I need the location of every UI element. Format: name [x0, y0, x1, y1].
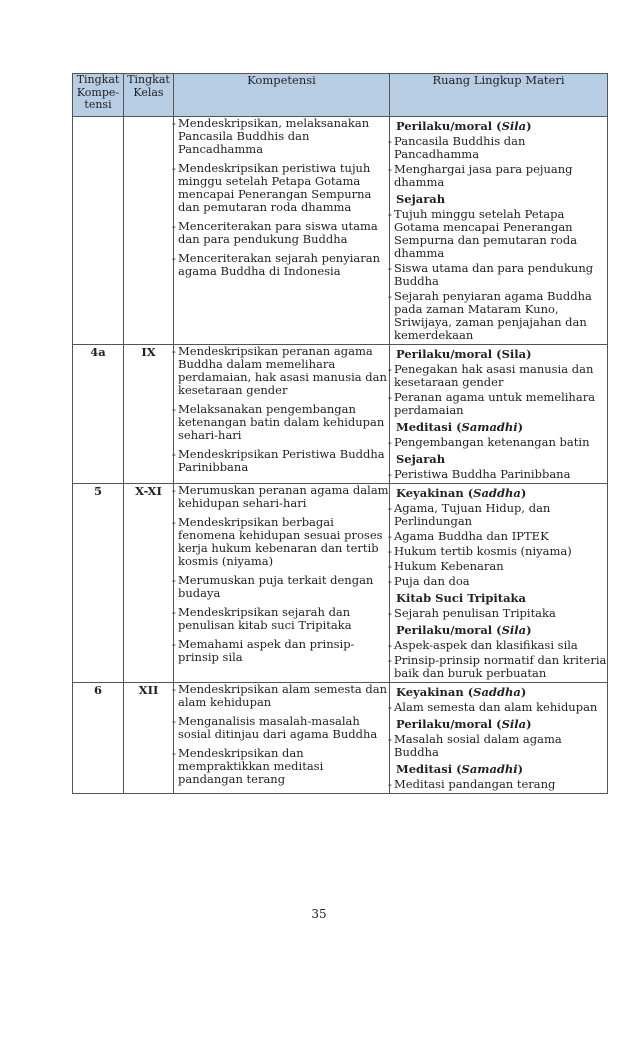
materi-heading-italic: Saddha: [473, 486, 521, 500]
materi-item: - Penegakan hak asasi manusia dan kesetaraan gender: [390, 363, 607, 389]
materi-item: - Prinsip-prinsip normatif dan kriteria baik dan buruk perbuatan: [390, 654, 607, 680]
tingkat-kelas-cell: XII: [124, 683, 174, 794]
tingkat-kelas-cell: IX: [124, 345, 174, 484]
materi-heading-italic: Sila: [501, 623, 527, 637]
materi-heading: [390, 348, 607, 361]
materi-heading-italic: Sila: [501, 119, 527, 133]
header-tingkat-kompetensi: Tingkat Kompe- tensi: [73, 74, 124, 117]
materi-heading-end: ): [517, 420, 524, 434]
materi-heading-end: ): [520, 486, 527, 500]
tingkat-kelas-cell: X-XI: [124, 484, 174, 683]
tingkat-kompetensi-cell: 6: [73, 683, 124, 794]
materi-heading-text: Sejarah: [396, 192, 446, 206]
tingkat-kompetensi-cell: 4a: [73, 345, 124, 484]
materi-heading-end: ): [526, 623, 532, 637]
materi-heading: [390, 624, 607, 637]
kompetensi-item: - Mendeskripsikan dan mempraktikkan meditasi pandangan terang: [174, 747, 389, 786]
materi-heading-text: Perilaku/moral (: [396, 623, 502, 637]
materi-heading: [390, 763, 607, 776]
kompetensi-item: - Memahami aspek dan prinsip-prinsip sila: [174, 638, 389, 664]
materi-heading-text: Sejarah: [396, 452, 446, 466]
materi-heading: [390, 718, 607, 731]
kompetensi-cell: [174, 117, 390, 345]
materi-heading-italic: Samadhi: [461, 762, 518, 776]
materi-item: - Masalah sosial dalam agama Buddha: [390, 733, 607, 759]
materi-heading-text: Keyakinan (: [396, 486, 474, 500]
tingkat-kelas-cell: [124, 117, 174, 345]
materi-item: - Sejarah penulisan Tripitaka: [390, 607, 607, 620]
materi-item: - Hukum Kebenaran: [390, 560, 607, 573]
kompetensi-item: - Merumuskan peranan agama dalam kehidupan sehari-hari: [174, 484, 389, 510]
kompetensi-item: - Mendeskripsikan peranan agama Buddha dalam memelihara perdamaian, hak asasi manusia dan kesetaraan gender: [174, 345, 389, 397]
materi-cell: [390, 117, 608, 345]
materi-item: - Puja dan doa: [390, 575, 607, 588]
materi-item: - Meditasi pandangan terang: [390, 778, 607, 791]
kompetensi-cell: [174, 345, 390, 484]
page-number: 35: [311, 907, 327, 921]
kompetensi-cell: [174, 683, 390, 794]
materi-item: - Menghargai jasa para pejuang dhamma: [390, 163, 607, 189]
materi-heading-italic: Sila: [501, 717, 527, 731]
kompetensi-item: - Menganalisis masalah-masalah sosial ditinjau dari agama Buddha: [174, 715, 389, 741]
materi-item: - Sejarah penyiaran agama Buddha pada zaman Mataram Kuno, Sriwijaya, zaman penjajahan dan kemerdekaan: [390, 290, 607, 342]
materi-heading-text: Perilaku/moral (: [396, 717, 502, 731]
kompetensi-item: - Melaksanakan pengembangan ketenangan batin dalam kehidupan sehari-hari: [174, 403, 389, 442]
materi-heading-text: Meditasi (: [396, 762, 462, 776]
materi-heading-end: ): [517, 762, 524, 776]
kompetensi-item: - Mendeskripsikan peristiwa tujuh minggu setelah Petapa Gotama mencapai Penerangan Sempurna dan pemutaran roda dhamma: [174, 162, 389, 214]
materi-item: - Agama Buddha dan IPTEK: [390, 530, 607, 543]
kompetensi-item: - Merumuskan puja terkait dengan budaya: [174, 574, 389, 600]
kompetensi-item: - Mendeskripsikan Peristiwa Buddha Parinibbana: [174, 448, 389, 474]
materi-cell: [390, 683, 608, 794]
table-row: [73, 683, 608, 794]
materi-heading: [390, 686, 607, 699]
materi-cell: [390, 484, 608, 683]
header-kompetensi: Kompetensi: [174, 74, 390, 117]
tingkat-kompetensi-cell: [73, 117, 124, 345]
materi-heading-end: ): [526, 717, 532, 731]
table-row: [73, 117, 608, 345]
materi-heading-italic: Saddha: [473, 685, 521, 699]
kompetensi-item: - Mendeskripsikan berbagai fenomena kehidupan sesuai proses kerja hukum kebenaran dan tertib kosmis (niyama): [174, 516, 389, 568]
materi-heading-text: Perilaku/moral (: [396, 119, 502, 133]
materi-item: - Pancasila Buddhis dan Pancadhamma: [390, 135, 607, 161]
materi-heading-end: ): [526, 119, 532, 133]
materi-item: - Pengembangan ketenangan batin: [390, 436, 607, 449]
materi-item: - Siswa utama dan para pendukung Buddha: [390, 262, 607, 288]
kompetensi-item: - Mendeskripsikan, melaksanakan Pancasila Buddhis dan Pancadhamma: [174, 117, 389, 156]
materi-item: - Tujuh minggu setelah Petapa Gotama mencapai Penerangan Sempurna dan pemutaran roda dhamma: [390, 208, 607, 260]
table-row: [73, 484, 608, 683]
materi-heading-end: ): [520, 685, 527, 699]
table-row: [73, 345, 608, 484]
kompetensi-item: - Menceriterakan sejarah penyiaran agama Buddha di Indonesia: [174, 252, 389, 278]
materi-item: - Peranan agama untuk memelihara perdamaian: [390, 391, 607, 417]
table-header: [73, 74, 608, 117]
materi-item: - Hukum tertib kosmis (niyama): [390, 545, 607, 558]
materi-heading: [390, 453, 607, 466]
kompetensi-item: - Mendeskripsikan alam semesta dan alam kehidupan: [174, 683, 389, 709]
table-body: [73, 117, 608, 794]
materi-item: - Aspek-aspek dan klasifikasi sila: [390, 639, 607, 652]
kompetensi-item: - Menceriterakan para siswa utama dan para pendukung Buddha: [174, 220, 389, 246]
materi-heading-text: Perilaku/moral (Sila): [396, 347, 532, 361]
tingkat-kompetensi-cell: 5: [73, 484, 124, 683]
materi-item: - Peristiwa Buddha Parinibbana: [390, 468, 607, 481]
materi-heading: [390, 487, 607, 500]
materi-heading: [390, 592, 607, 605]
materi-heading: [390, 193, 607, 206]
header-ruang-lingkup: Ruang Lingkup Materi: [390, 74, 608, 117]
materi-heading-italic: Samadhi: [461, 420, 518, 434]
materi-heading: [390, 421, 607, 434]
materi-heading-text: Meditasi (: [396, 420, 462, 434]
materi-heading: [390, 120, 607, 133]
kompetensi-cell: [174, 484, 390, 683]
curriculum-table: [72, 73, 608, 794]
materi-heading-text: Keyakinan (: [396, 685, 474, 699]
materi-cell: [390, 345, 608, 484]
kompetensi-item: - Mendeskripsikan sejarah dan penulisan kitab suci Tripitaka: [174, 606, 389, 632]
materi-item: - Alam semesta dan alam kehidupan: [390, 701, 607, 714]
materi-heading-text: Kitab Suci Tripitaka: [396, 591, 526, 605]
header-tingkat-kelas: Tingkat Kelas: [124, 74, 174, 117]
materi-item: - Agama, Tujuan Hidup, dan Perlindungan: [390, 502, 607, 528]
